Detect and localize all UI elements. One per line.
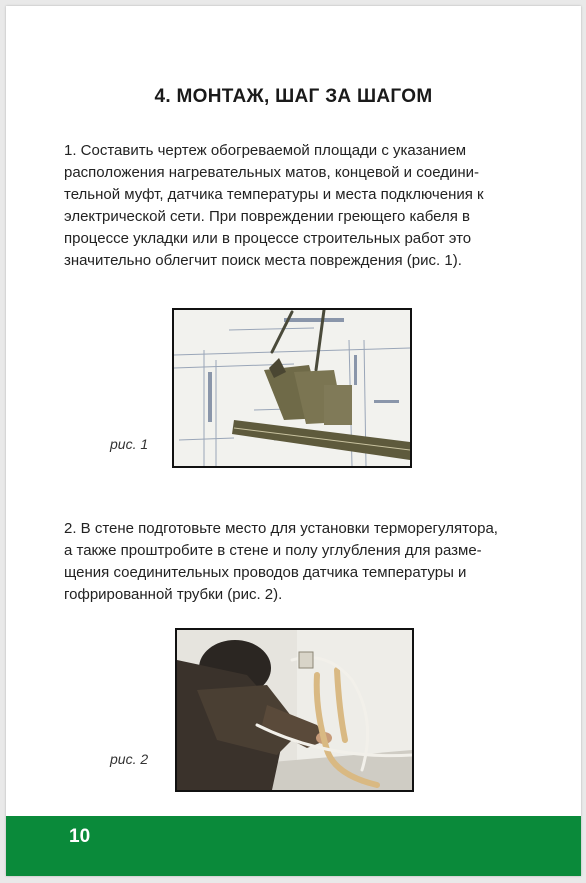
figure-1-caption: рис. 1 (110, 436, 149, 452)
step-1-line: расположения нагревательных матов, концевой и соедини- (64, 164, 480, 181)
document-page (6, 6, 581, 876)
step-1-line: процессе укладки или в процессе строительных работ это (64, 230, 472, 247)
step-1-line: значительно облегчит поиск места повреждения (рис. 1). (64, 252, 462, 269)
step-2-line: а также проштробите в стене и полу углубления для разме- (64, 542, 482, 559)
step-1-paragraph (64, 140, 526, 272)
page-title: 4. МОНТАЖ, ШАГ ЗА ШАГОМ (154, 86, 433, 107)
step-2-line: гофрированной трубки (рис. 2). (64, 586, 283, 603)
footer-bar (6, 816, 581, 876)
figure-2-caption: рис. 2 (110, 751, 149, 767)
step-2-line: 2. В стене подготовьте место для установки терморегулятора, (64, 520, 498, 537)
step-2-line: щения соединительных проводов датчика температуры и (64, 564, 467, 581)
figure-1-photo-caliper-on-drawing (172, 308, 412, 468)
page-number: 10 (69, 826, 91, 847)
figure-2-photo-wall-installation (175, 628, 414, 792)
step-1-line: тельной муфт, датчика температуры и места подключения к (64, 186, 484, 203)
step-1-line: 1. Составить чертеж обогреваемой площади с указанием (64, 142, 467, 159)
step-2-paragraph (64, 518, 526, 606)
step-1-line: электрической сети. При повреждении греющего кабеля в (64, 208, 470, 225)
